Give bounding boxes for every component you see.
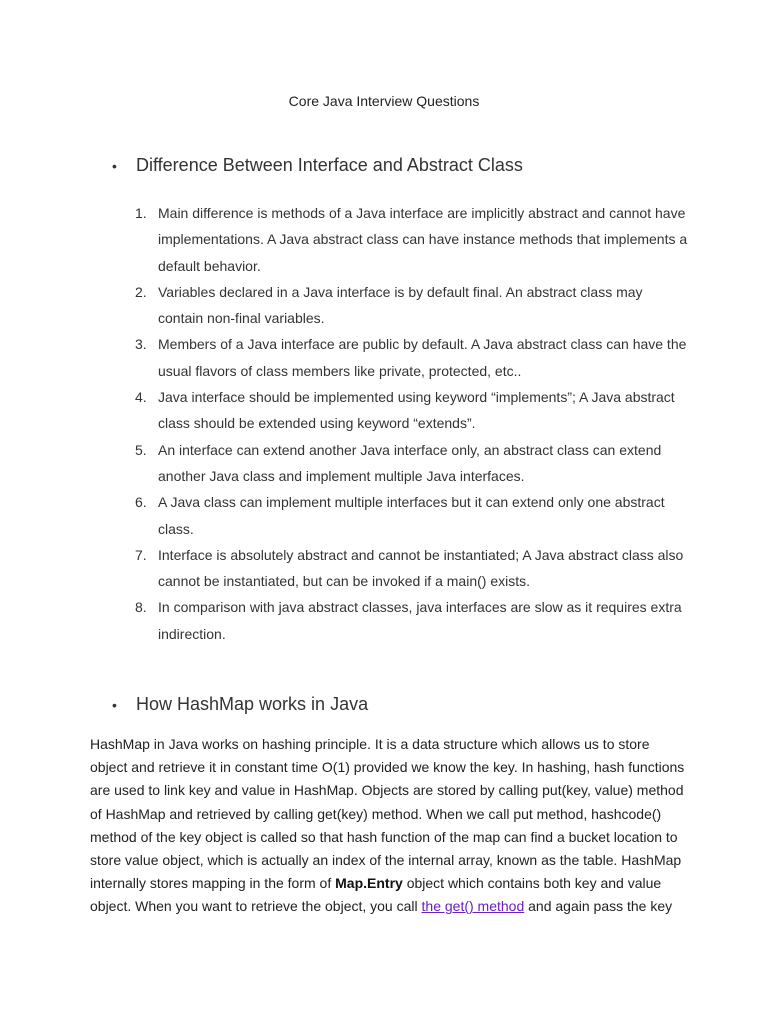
list-item [130, 200, 690, 279]
list-item-number: 7. [135, 546, 147, 563]
list-item-text: A Java class can implement multiple interfaces but it can extend only one abstract class. [158, 494, 665, 537]
section-heading-text: How HashMap works in Java [136, 694, 369, 714]
section-heading-interface-vs-abstract [112, 155, 523, 176]
section-heading-hashmap [112, 694, 368, 715]
get-method-link[interactable]: the get() method [421, 898, 525, 915]
bullet-icon: • [112, 696, 117, 713]
list-item-number: 2. [135, 283, 147, 300]
differences-list [130, 200, 690, 647]
list-item [130, 542, 690, 595]
bullet-icon: • [112, 157, 117, 174]
list-item-text: In comparison with java abstract classes, java interfaces are slow as it requires extra indirection. [158, 599, 682, 642]
list-item-text: Variables declared in a Java interface is by default final. An abstract class may contain non-final variables. [158, 283, 643, 327]
list-item [130, 594, 690, 647]
list-item-text: Interface is absolutely abstract and cannot be instantiated; A Java abstract class also cannot be instantiated, but can be invoked if a main() exists. [158, 546, 684, 590]
list-item-text: An interface can extend another Java interface only, an abstract class can extend another Java class and implement multiple Java interfaces. [158, 441, 662, 484]
list-item [130, 384, 690, 437]
list-item [130, 489, 690, 542]
list-item-number: 8. [135, 599, 147, 616]
list-item-number: 4. [135, 389, 147, 406]
paragraph-text: and again pass the key [524, 898, 673, 915]
list-item-number: 5. [135, 441, 147, 458]
list-item [130, 437, 690, 490]
hashmap-paragraph [90, 733, 690, 919]
list-item-number: 6. [135, 494, 147, 511]
list-item-text: Main difference is methods of a Java interface are implicitly abstract and cannot have implementations. A Java abstract class can have instance methods that implements a default behavior. [158, 205, 688, 274]
list-item [130, 331, 690, 384]
list-item-number: 1. [135, 205, 147, 221]
paragraph-text: object which contains both key and value object. When you want to retrieve the object, you call [90, 875, 662, 915]
paragraph-text: HashMap in Java works on hashing principle. It is a data structure which allows us to store object and retrieve it in constant time O(1) provided we know the key. In hashing, hash functions are used to link key and value in HashMap. Objects are stored by calling put(key, value) method of HashMap and retrieved by calling get(key) method. When we call put method, hashcode() method of the key object is called so that hash function of the map can find a bucket location to store value object, which is actually an index of the internal array, known as the table. HashMap internally stores mapping in the form of [90, 736, 685, 892]
list-item-number: 3. [135, 336, 147, 353]
list-item-text: Members of a Java interface are public by default. A Java abstract class can have the usual flavors of class members like private, protected, etc.. [158, 336, 687, 379]
document-title: Core Java Interview Questions [288, 93, 480, 109]
list-item-text: Java interface should be implemented using keyword “implements”; A Java abstract class should be extended using keyword “extends”. [158, 389, 675, 432]
list-item [130, 279, 690, 332]
map-entry-bold-text: Map.Entry [335, 875, 403, 892]
section-heading-text: Difference Between Interface and Abstract Class [136, 155, 523, 175]
